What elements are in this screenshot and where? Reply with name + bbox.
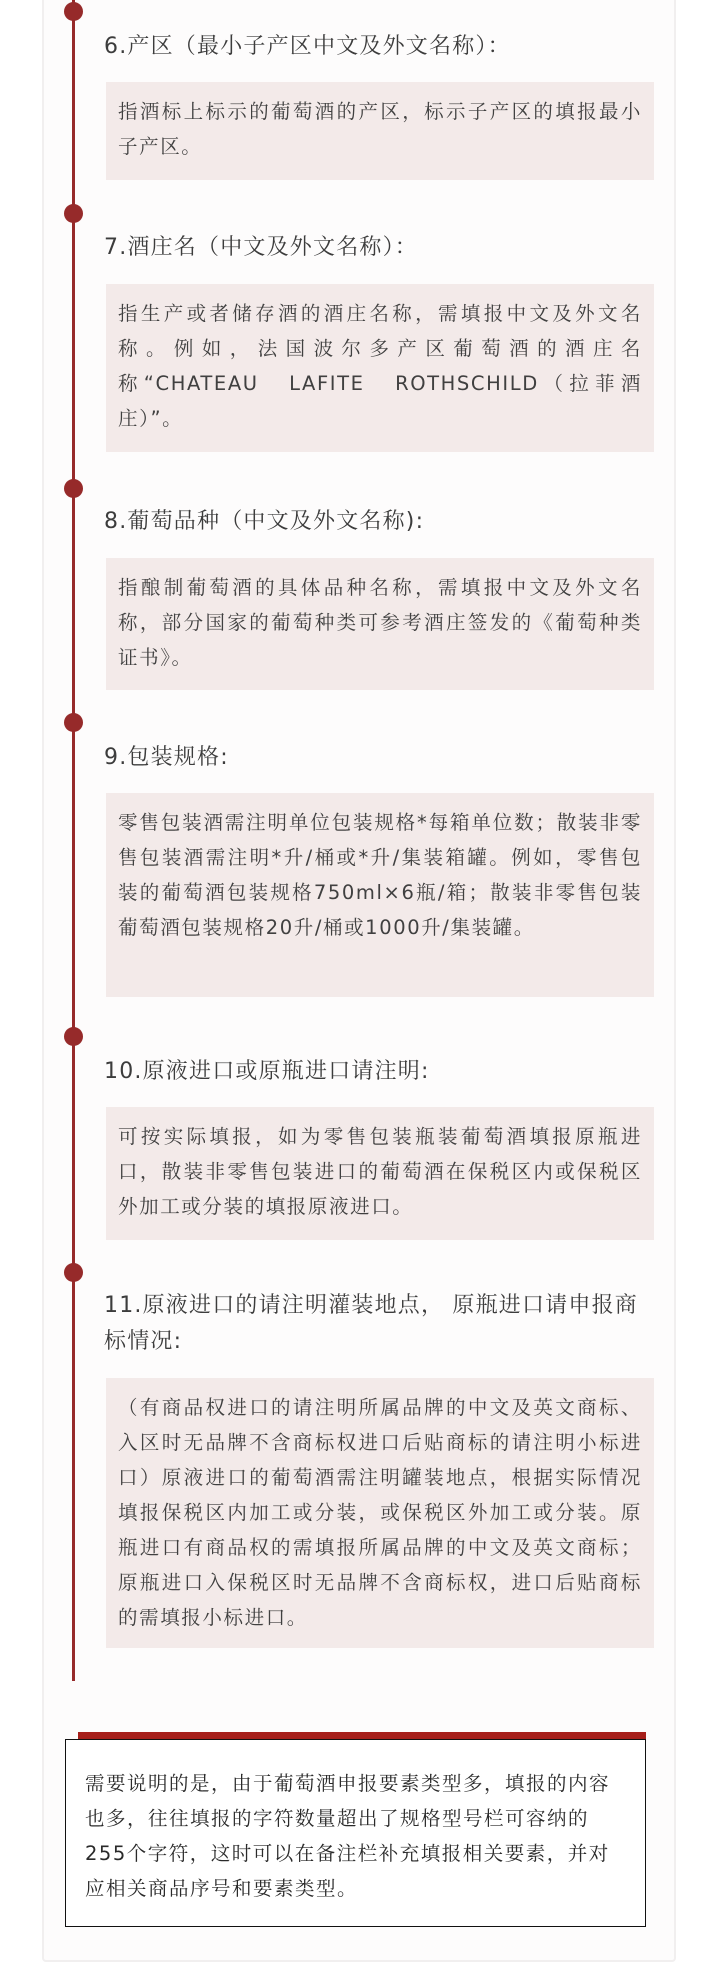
item-body-8: 指酿制葡萄酒的具体品种名称，需填报中文及外文名称，部分国家的葡萄种类可参考酒庄签发的《葡萄种类证书》。	[118, 576, 642, 669]
item-description-9	[106, 793, 654, 997]
item-heading-7: 7.酒庄名（中文及外文名称）：	[104, 235, 418, 260]
item-body-9: 零售包装酒需注明单位包装规格*每箱单位数；散装非零售包装酒需注明*升/桶或*升/集装箱罐。例如，零售包装的葡萄酒包装规格750ml×6瓶/箱；散装非零售包装葡萄酒包装规格20升/桶或1000升/集装罐。	[118, 811, 642, 939]
item-heading-10: 10.原液进口或原瓶进口请注明:	[104, 1059, 430, 1084]
timeline-dot-icon	[64, 204, 83, 223]
item-heading-9: 9.包装规格:	[104, 745, 229, 770]
item-description-10	[106, 1107, 654, 1240]
timeline-dot-icon	[64, 1263, 83, 1282]
timeline-dot-icon	[64, 713, 83, 732]
item-body-6: 指酒标上标示的葡萄酒的产区，标示子产区的填报最小子产区。	[118, 100, 642, 158]
timeline-dot-icon	[64, 2, 83, 21]
item-description-7	[106, 284, 654, 452]
item-description-11	[106, 1378, 654, 1648]
item-heading-6: 6.产区（最小子产区中文及外文名称）：	[104, 34, 511, 59]
timeline-line	[72, 0, 75, 1681]
note-box	[65, 1739, 646, 1927]
item-heading-8: 8.葡萄品种（中文及外文名称):	[104, 509, 425, 534]
timeline-dot-icon	[64, 479, 83, 498]
item-heading-11: 11.原液进口的请注明灌装地点， 原瓶进口请申报商标情况:	[104, 1293, 638, 1354]
item-description-8	[106, 558, 654, 690]
item-body-7: 指生产或者储存酒的酒庄名称，需填报中文及外文名称。例如，法国波尔多产区葡萄酒的酒庄名称“CHATEAU LAFITE ROTHSCHILD（拉菲酒庄）”。	[118, 302, 642, 430]
item-body-10: 可按实际填报，如为零售包装瓶装葡萄酒填报原瓶进口，散装非零售包装进口的葡萄酒在保税区内或保税区外加工或分装的填报原液进口。	[118, 1125, 642, 1218]
item-description-6	[106, 82, 654, 180]
timeline-dot-icon	[64, 1027, 83, 1046]
note-text: 需要说明的是，由于葡萄酒申报要素类型多，填报的内容也多，往往填报的字符数量超出了规格型号栏可容纳的255个字符，这时可以在备注栏补充填报相关要素，并对应相关商品序号和要素类型。	[85, 1772, 611, 1900]
item-body-11: （有商品权进口的请注明所属品牌的中文及英文商标、入区时无品牌不含商标权进口后贴商标的请注明小标进口）原液进口的葡萄酒需注明罐装地点，根据实际情况填报保税区内加工或分装，或保税区外加工或分装。原瓶进口有商品权的需填报所属品牌的中文及英文商标；原瓶进口入保税区时无品牌不含商标权，进口后贴商标的需填报小标进口。	[118, 1396, 642, 1629]
